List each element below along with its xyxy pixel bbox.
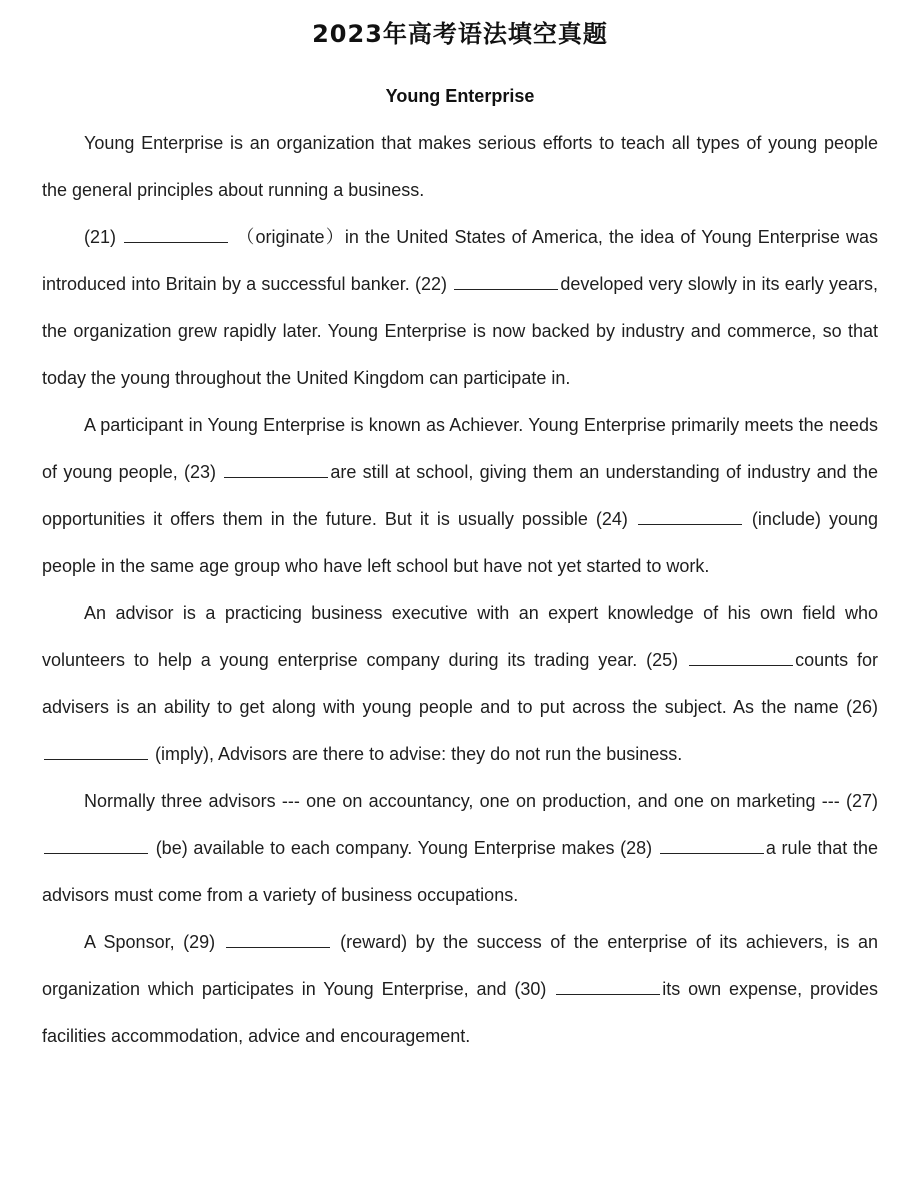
paragraph xyxy=(42,919,878,1060)
paragraph xyxy=(42,214,878,402)
paragraph-text: developed very slowly in its early years, the organization grew rapidly later. Young Enterprise is now backed by industry and commerce, so that today the young throughout the United Kingdom can participate in. xyxy=(42,274,879,388)
paragraph-text: (imply), Advisors are there to advise: they do not run the business. xyxy=(150,744,683,764)
article-title: Young Enterprise xyxy=(385,86,535,106)
answer-blank-24[interactable] xyxy=(638,506,742,525)
paragraph xyxy=(42,778,878,919)
answer-blank-25[interactable] xyxy=(689,647,793,666)
paragraph xyxy=(42,590,878,778)
paragraph-text: A Sponsor, (29) xyxy=(84,932,224,952)
paragraph-text: (be) available to each company. Young Enterprise makes (28) xyxy=(150,838,658,858)
answer-blank-23[interactable] xyxy=(224,459,328,478)
answer-blank-28[interactable] xyxy=(660,835,764,854)
answer-blank-29[interactable] xyxy=(226,929,330,948)
paragraph-text: its own expense, provides facilities accommodation, advice and encouragement. xyxy=(42,979,878,1046)
answer-blank-26[interactable] xyxy=(44,741,148,760)
paragraph-text: (include) young people in the same age group who have left school but have not yet started to work. xyxy=(42,509,879,576)
paragraph-text: counts for advisers is an ability to get along with young people and to put across the subject. As the name (26) xyxy=(42,650,878,717)
paragraph-text: （originate）in the United States of America, the idea of Young Enterprise was introduced into Britain by a successful banker. (22) xyxy=(42,227,879,294)
paragraph-text: Young Enterprise is an organization that makes serious efforts to teach all types of young people the general principles about running a business. xyxy=(42,133,878,200)
paragraph-text: Normally three advisors --- one on accountancy, one on production, and one on marketing --- (27) xyxy=(84,791,878,811)
answer-blank-21[interactable] xyxy=(124,224,228,243)
paragraph-text: (21) xyxy=(84,227,123,247)
paragraph-text: An advisor is a practicing business executive with an expert knowledge of his own field who volunteers to help a young enterprise company during its trading year. (25) xyxy=(42,603,878,670)
article-body xyxy=(42,120,878,1060)
paragraph-text: A participant in Young Enterprise is known as Achiever. Young Enterprise primarily meets the needs of young people, (23) xyxy=(42,415,878,482)
answer-blank-27[interactable] xyxy=(44,835,148,854)
paragraph xyxy=(42,402,878,590)
paragraph-text: (reward) by the success of the enterprise of its achievers, is an organization which participates in Young Enterprise, and (30) xyxy=(42,932,878,999)
answer-blank-30[interactable] xyxy=(556,976,660,995)
paragraph xyxy=(42,120,878,214)
answer-blank-22[interactable] xyxy=(454,271,558,290)
page-title: 2023年高考语法填空真题 xyxy=(312,20,608,48)
paragraph-text: a rule that the advisors must come from a variety of business occupations. xyxy=(42,838,879,905)
paragraph-text: are still at school, giving them an understanding of industry and the opportunities it offers them in the future. But it is usually possible (24) xyxy=(42,462,878,529)
